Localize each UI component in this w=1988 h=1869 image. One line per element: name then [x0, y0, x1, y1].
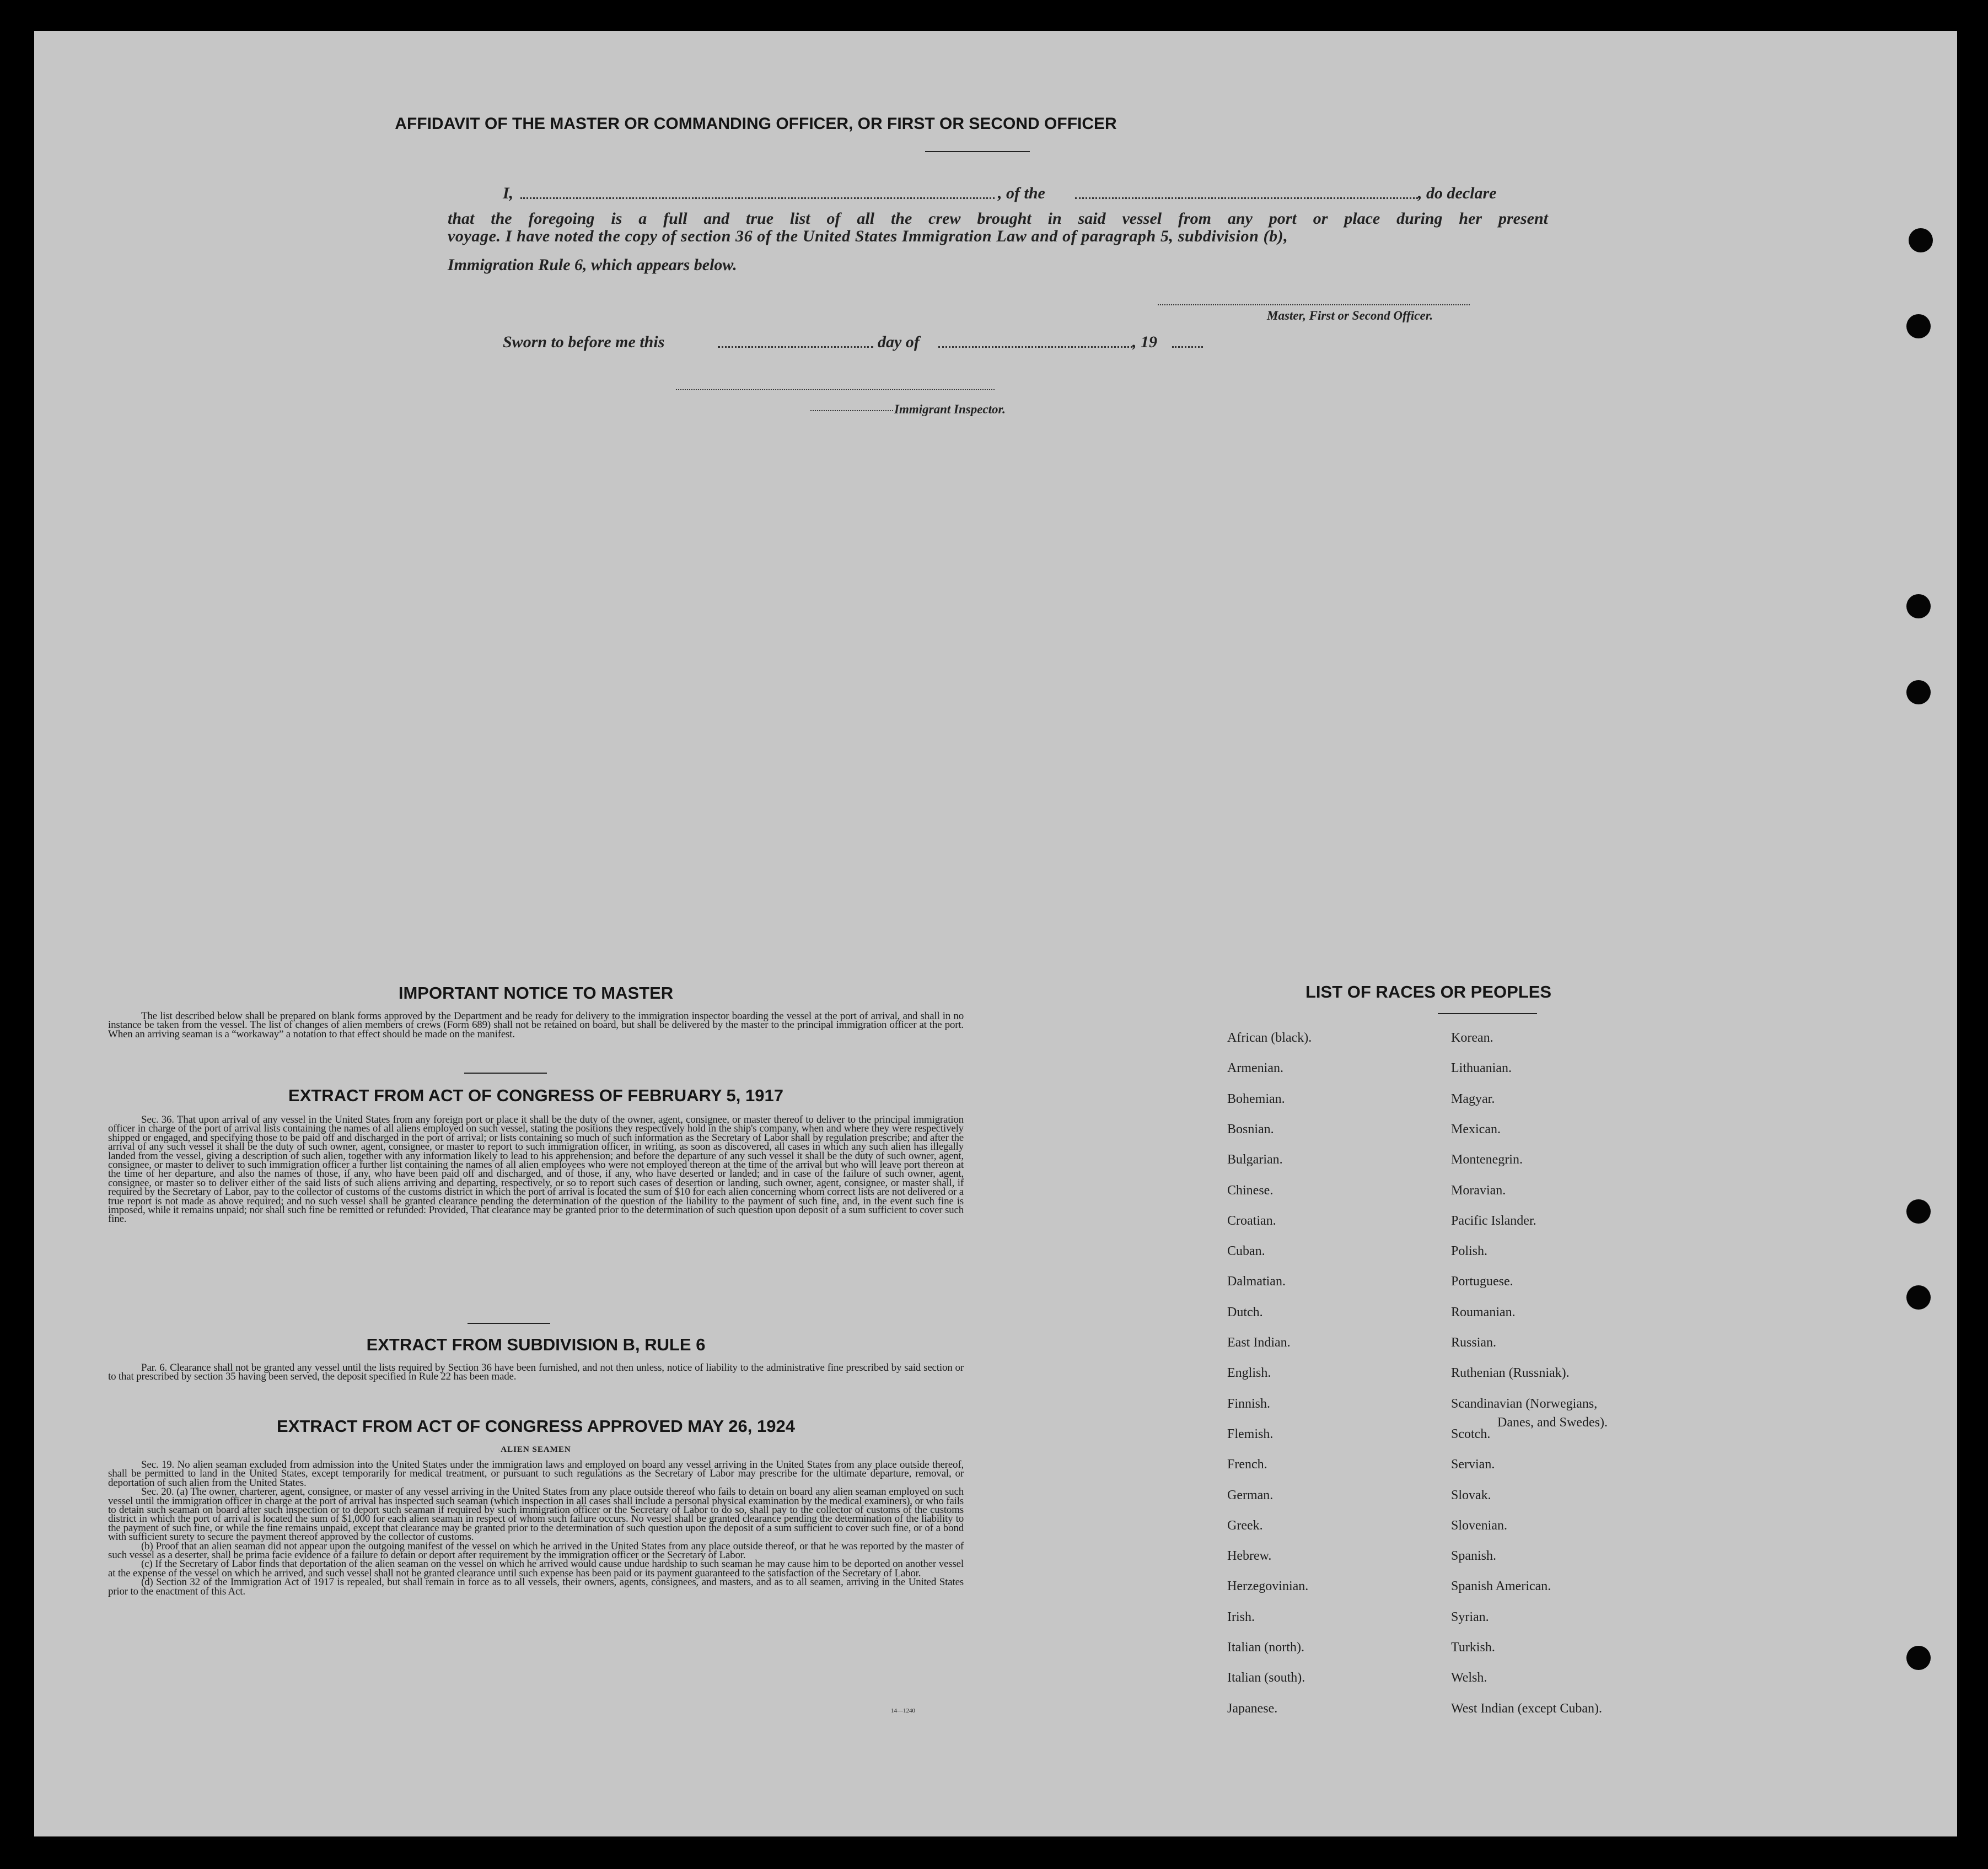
- race-item: Italian (north).: [1227, 1640, 1304, 1655]
- extract-1917-title: EXTRACT FROM ACT OF CONGRESS OF FEBRUARY 5, 1917: [288, 1086, 783, 1105]
- race-item: Flemish.: [1227, 1427, 1274, 1441]
- inspector-lead-dots: [810, 410, 893, 411]
- race-item: Turkish.: [1451, 1640, 1495, 1655]
- inspector-label: Immigrant Inspector.: [894, 402, 1006, 416]
- race-item: Moravian.: [1451, 1183, 1506, 1198]
- race-item: Japanese.: [1227, 1701, 1278, 1716]
- sworn-day-field[interactable]: [718, 346, 873, 348]
- vessel-name-field[interactable]: [1075, 197, 1418, 199]
- notice-title: IMPORTANT NOTICE TO MASTER: [398, 983, 674, 1003]
- sworn-day-of: day of: [878, 333, 920, 351]
- race-item: Armenian.: [1227, 1061, 1283, 1075]
- race-item: Italian (south).: [1227, 1671, 1305, 1685]
- extract-rule6-text: Par. 6. Clearance shall not be granted any vessel until the lists required by Section 36 have been furnished, and not then unless, notice of liability to the administrative fine prescribed by said section or to that prescribed by section 35 having been served, the deposit specified in Rule 22 has been made.: [108, 1362, 964, 1383]
- sworn-month-field[interactable]: [938, 346, 1132, 348]
- notice-text: The list described below shall be prepared on blank forms approved by the Department and be ready for delivery to the immigration inspector boarding the vessel at the port of arrival, and shall in no instance be taken from the vessel. The list of changes of alien members of crews (Form 689) shall not be retained on board, but shall be delivered by the master to the principal immigration officer at the port. When an arriving seaman is a “workaway” a notation to that effect should be made on the manifest.: [108, 1010, 964, 1040]
- master-signature-label: Master, First or Second Officer.: [1267, 309, 1433, 322]
- race-item: Greek.: [1227, 1518, 1263, 1533]
- affidavit-line-4: Immigration Rule 6, which appears below.: [448, 256, 737, 274]
- race-item: Bohemian.: [1227, 1092, 1285, 1106]
- title-divider: [925, 151, 1030, 152]
- sworn-year-field[interactable]: [1172, 346, 1203, 348]
- affidavit-title: AFFIDAVIT OF THE MASTER OR COMMANDING OFFICER, OR FIRST OR SECOND OFFICER: [395, 115, 1117, 133]
- race-item: Portuguese.: [1451, 1274, 1513, 1289]
- form-sheet: [34, 31, 1957, 1836]
- race-item: Herzegovinian.: [1227, 1579, 1309, 1593]
- extract-1924-subtitle: ALIEN SEAMEN: [501, 1445, 571, 1454]
- race-item: Cuban.: [1227, 1244, 1265, 1258]
- binding-hole: [1906, 1646, 1931, 1670]
- race-item: Irish.: [1227, 1610, 1255, 1624]
- race-item: German.: [1227, 1488, 1274, 1502]
- race-item: Scandinavian (Norwegians,: [1451, 1397, 1598, 1411]
- race-item-continuation: Danes, and Swedes).: [1497, 1415, 1608, 1430]
- notice-divider: [464, 1073, 547, 1074]
- race-item: English.: [1227, 1366, 1271, 1380]
- extract-1917-text: Sec. 36. That upon arrival of any vessel in the United States from any foreign port or place it shall be the duty of the owner, agent, consignee, or master thereof to deliver to the principal immigration officer in charge of the port of arrival lists containing the names of all aliens employed on such vessel, stating the positions they respectively hold in the ship's company, when and where they were respectively shipped or engaged, and specifying those to be paid off and discharged in the port of arrival; or lists containing so much of such information as the Secretary of Labor shall by regulation prescribe; and after the arrival of any such vessel it shall be the duty of such owner, agent, consignee, or master to report to such immigration officer, in writing, as soon as discovered, all cases in which any such alien has illegally landed from the vessel, giving a description of such alien, together with any information likely to lead to his apprehension; and before the departure of any such vessel it shall be the duty of such owner, agent, consignee, or master to deliver to such immigration officer a further list containing the names of all alien employees who were not employed thereon at the time of the arrival but who will leave port thereon at the time of her departure, and also the names of those, if any, who have been paid off and discharged, and of those, if any, who have deserted or landed; and in case of the failure of such owner, agent, consignee, or master so to deliver either of the said lists of such aliens arriving and departing, respectively, or so to report such cases of desertion or landing, such owner, agent, consignee, or master shall, if required by the Secretary of Labor, pay to the collector of customs of the customs district in which the port of arrival is located the sum of $10 for each alien concerning whom correct lists are not delivered or a true report is not made as above required; and no such vessel shall be granted clearance pending the determination of the question of the liability to the payment of such fine, and, in the event such fine is imposed, while it remains unpaid; nor shall such fine be remitted or refunded: Provided, That clearance may be granted prior to the determination of such question upon deposit of a sum sufficient to cover such fine.: [108, 1114, 964, 1225]
- race-item: Dutch.: [1227, 1305, 1263, 1319]
- extract-1917-divider: [468, 1323, 550, 1324]
- binding-hole: [1906, 314, 1931, 338]
- race-item: Magyar.: [1451, 1092, 1495, 1106]
- affidavit-line-3: voyage. I have noted the copy of section 36 of the United States Immigration Law and of paragraph 5, subdivision (b),: [448, 227, 1288, 245]
- race-item: Slovenian.: [1451, 1518, 1507, 1533]
- binding-hole: [1906, 680, 1931, 704]
- race-item: French.: [1227, 1457, 1267, 1472]
- race-item: Ruthenian (Russniak).: [1451, 1366, 1570, 1380]
- race-item: Bulgarian.: [1227, 1152, 1283, 1167]
- race-item: Polish.: [1451, 1244, 1488, 1258]
- race-item: Scotch.: [1451, 1427, 1491, 1441]
- binding-hole: [1906, 1199, 1931, 1224]
- declarant-name-field[interactable]: [520, 197, 995, 199]
- extract-1924-title: EXTRACT FROM ACT OF CONGRESS APPROVED MAY 26, 1924: [277, 1416, 795, 1436]
- race-item: Bosnian.: [1227, 1122, 1274, 1137]
- race-item: Finnish.: [1227, 1397, 1271, 1411]
- race-item: West Indian (except Cuban).: [1451, 1701, 1602, 1716]
- race-item: Roumanian.: [1451, 1305, 1516, 1319]
- race-item: Russian.: [1451, 1335, 1497, 1350]
- race-item: East Indian.: [1227, 1335, 1291, 1350]
- race-item: Chinese.: [1227, 1183, 1274, 1198]
- race-item: Pacific Islander.: [1451, 1214, 1536, 1228]
- affidavit-do-declare: , do declare: [1418, 184, 1497, 202]
- race-item: Welsh.: [1451, 1671, 1487, 1685]
- race-item: Syrian.: [1451, 1610, 1489, 1624]
- race-item: Spanish.: [1451, 1549, 1497, 1563]
- sworn-prefix: Sworn to before me this: [503, 333, 665, 351]
- race-item: Spanish American.: [1451, 1579, 1551, 1593]
- sworn-year: , 19: [1132, 333, 1157, 351]
- form-code: 14—1240: [891, 1708, 915, 1714]
- affidavit-line-2: that the foregoing is a full and true list of all the crew brought in said vessel from any port or place during her present: [448, 209, 1548, 228]
- binding-hole: [1909, 228, 1933, 252]
- extract-rule6-title: EXTRACT FROM SUBDIVISION B, RULE 6: [366, 1335, 706, 1354]
- race-item: Lithuanian.: [1451, 1061, 1512, 1075]
- race-item: Servian.: [1451, 1457, 1495, 1472]
- affidavit-of-the: , of the: [998, 184, 1045, 202]
- race-item: Hebrew.: [1227, 1549, 1272, 1563]
- races-divider: [1438, 1013, 1537, 1014]
- binding-hole: [1906, 594, 1931, 618]
- master-signature-field[interactable]: [1158, 304, 1470, 305]
- race-item: African (black).: [1227, 1031, 1312, 1045]
- race-item: Dalmatian.: [1227, 1274, 1286, 1289]
- inspector-signature-field[interactable]: [676, 389, 995, 390]
- extract-1924-text: Sec. 19. No alien seaman excluded from admission into the United States under the immigration laws and employed on board any vessel arriving in the United States from any place outside thereof, shall be permitted to land in the United States, except temporarily for medical treatment, or pursuant to such regulations as the Secretary of Labor may prescribe for the ultimate departure, removal, or deportation of such alien from the United States. Sec. 20. (a) The owner, charterer, agent, consignee, or master of any vessel arriving in the United States from any place outside thereof who fails to detain on board any alien seaman employed on such vessel until the immigration officer in charge at the port of arrival has inspected such seaman (which inspection in all cases shall include a personal physical examination by the medical examiners), or who fails to detain such seaman on board after such inspection or to deport such seaman if required by such immigration officer or the Secretary of Labor to do so, shall pay to the collector of customs of the customs district in which the port of arrival is located the sum of $1,000 for each alien seaman in respect of whom such failure occurs. No vessel shall be granted clearance pending the determination of the liability to the payment of such fine, or while the fine remains unpaid, except that clearance may be granted prior to the determination of such question upon the deposit of a sum sufficient to cover such fine, or of a bond with sufficient surety to secure the payment thereof approved by the collector of customs. (b) Proof that an alien seaman did not appear upon the outgoing manifest of the vessel on which he arrived in the United States from any place outside thereof, or that he was reported by the master of such vessel as a deserter, shall be prima facie evidence of a failure to detain or deport after requirement by the immigration officer or the Secretary of Labor. (c) If the Secretary of Labor finds that deportation of the alien seaman on the vessel on which he arrived would cause undue hardship to such seaman he may cause him to be deported on another vessel at the expense of the vessel on which he arrived, and such vessel shall not be granted clearance until such expense has been paid or its payment guaranteed to the satisfaction of the Secretary of Labor. (d) Section 32 of the Immigration Act of 1917 is repealed, but shall remain in force as to all vessels, their owners, agents, consignees, and masters, and as to all seamen, arriving in the United States prior to the enactment of this Act.: [108, 1459, 964, 1597]
- race-item: Slovak.: [1451, 1488, 1491, 1502]
- race-item: Korean.: [1451, 1031, 1493, 1045]
- races-title: LIST OF RACES OR PEOPLES: [1305, 982, 1552, 1001]
- affidavit-i: I,: [503, 184, 514, 202]
- binding-hole: [1906, 1285, 1931, 1310]
- race-item: Montenegrin.: [1451, 1152, 1523, 1167]
- race-item: Croatian.: [1227, 1214, 1276, 1228]
- race-item: Mexican.: [1451, 1122, 1501, 1137]
